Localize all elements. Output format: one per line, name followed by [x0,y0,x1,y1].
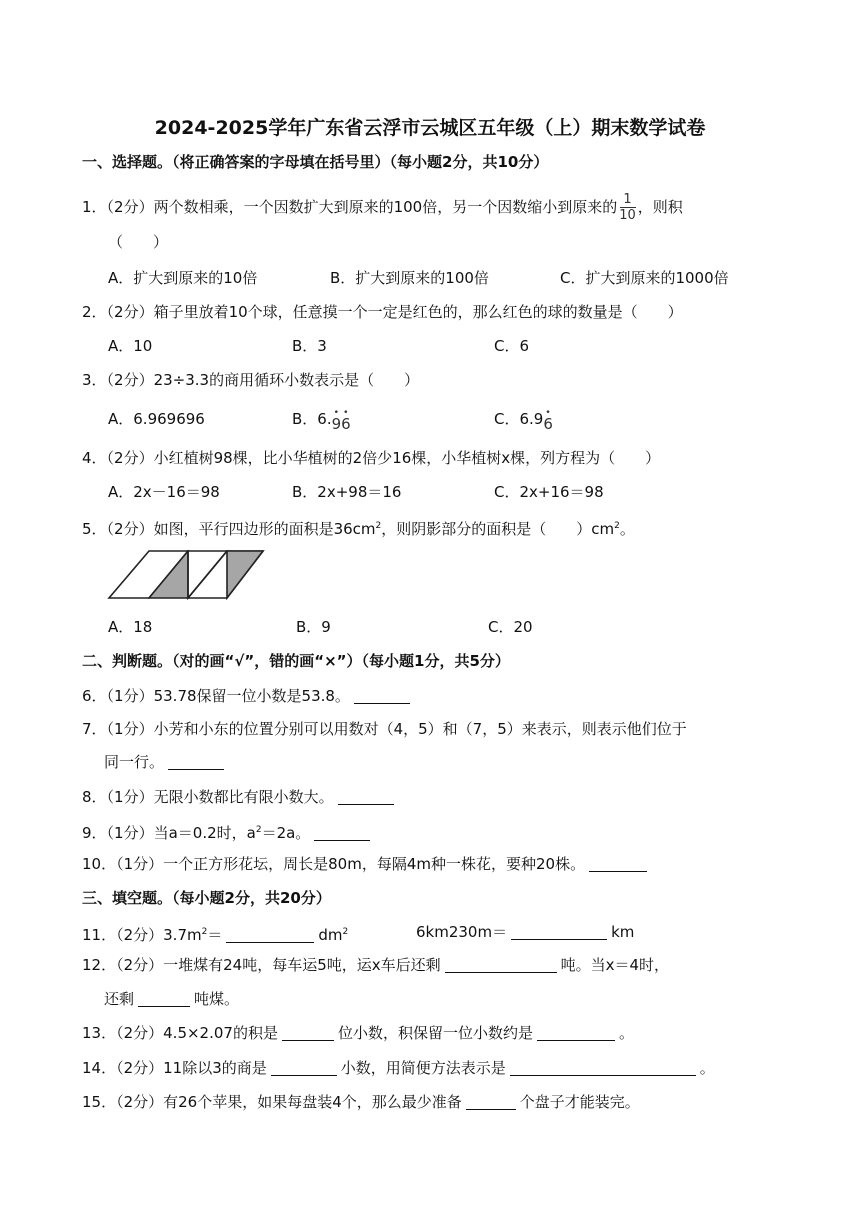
question-4: 4．（2分）小红植树98棵，比小华植树的2倍少16棵，小华植树x棵，列方程为（ ） [82,449,661,467]
q5-option-b: B．9 [296,618,331,636]
answer-blank[interactable] [168,753,224,770]
answer-blank[interactable] [510,1059,696,1076]
repeating-digit-6: • 6 [543,414,553,434]
question-8: 8．（1分）无限小数都比有限小数大。 [82,787,398,807]
answer-blank[interactable] [314,824,370,841]
answer-blank[interactable] [589,855,647,872]
q3-option-b: B．6.• 9• 6 [292,409,351,429]
q4-option-b: B．2x+98＝16 [292,483,402,501]
question-11: 11．（2分）$3.7m^2= dm^2$ [82,926,349,944]
question-7-cont: 同一行。 [104,752,228,772]
q2-option-c: C．6 [494,337,530,355]
answer-blank[interactable] [282,1024,334,1041]
question-7: 7．（1分）小芳和小东的位置分别可以用数对（4，5）和（7，5）来表示，则表示他们位于 [82,720,687,738]
q5-option-a: A．18 [108,618,153,636]
section-fill-heading: 三、填空题。（每小题2分，共20分） [82,889,331,907]
q1-option-b: B．扩大到原来的100倍 [330,269,489,287]
question-5: 5．（2分）如图，平行四边形的面积是$36cm^2$，则阴影部分的面积是（ ）$cm^2$。 [82,520,635,538]
section-judge-heading: 二、判断题。（对的画“√”，错的画“×”）（每小题1分，共5分） [82,652,510,670]
shaded-triangle-2 [227,551,263,598]
q2-option-b: B．3 [292,337,327,355]
question-12-cont: 还剩 吨煤。 [104,990,240,1008]
question-14: 14．（2分）11除以3的商是 小数，用简便方法表示是 。 [82,1059,715,1077]
answer-blank[interactable] [511,923,607,940]
q4-option-a: A．2x－16＝98 [108,483,220,501]
repeating-digit-6: • 6 [341,414,351,434]
question-12: 12．（2分）一堆煤有24吨，每车运5吨，运x车后还剩 吨。当x＝4时， [82,956,670,974]
q3-option-c: C．6.9• 6 [494,409,553,429]
answer-blank[interactable] [354,687,410,704]
question-13: 13．（2分）4.5×2.07的积是 位小数，积保留一位小数约是 。 [82,1024,634,1042]
shaded-triangle-1 [149,551,188,598]
question-10: 10．（1分）一个正方形花坛，周长是80m，每隔4m种一株花，要种20株。 [82,854,651,874]
answer-blank[interactable] [537,1024,615,1041]
section-choice-heading: 一、选择题。（将正确答案的字母填在括号里）（每小题2分，共10分） [82,153,549,171]
page-title: 2024-2025学年广东省云浮市云城区五年级（上）期末数学试卷 [154,117,706,139]
answer-blank[interactable] [445,956,557,973]
question-2: 2．（2分）箱子里放着10个球，任意摸一个一定是红色的，那么红色的球的数量是（ ） [82,303,683,321]
answer-blank[interactable] [226,926,314,943]
question-6: 6．（1分）53.78保留一位小数是53.8。 [82,686,414,706]
q1-option-a: A．扩大到原来的10倍 [108,269,258,287]
question-3: 3．（2分）23÷3.3的商用循环小数表示是（ ） [82,371,420,389]
answer-blank[interactable] [338,788,394,805]
question-1: 1．（2分）两个数相乘，一个因数扩大到原来的100倍，另一个因数缩小到原来的 $\frac{1}{10}$ ，则积 [82,192,683,223]
answer-blank[interactable] [271,1059,337,1076]
question-11-part-2: 6km230m＝ km [416,923,635,941]
answer-blank[interactable] [138,990,190,1007]
answer-blank[interactable] [466,1093,516,1110]
question-1-text: 1．（2分）两个数相乘，一个因数扩大到原来的100倍，另一个因数缩小到原来的 [82,198,618,216]
q2-option-a: A．10 [108,337,153,355]
repeating-digit-9: • 9 [332,414,342,434]
fraction-one-tenth: $\frac{1}{10}$ [619,192,636,223]
question-15: 15．（2分）有26个苹果，如果每盘装4个，那么最少准备 个盘子才能装完。 [82,1093,640,1111]
question-1-paren: （ ） [108,233,169,251]
q4-option-c: C．2x+16＝98 [494,483,604,501]
parallelogram-figure [105,550,265,600]
q1-option-c: C．扩大到原来的1000倍 [560,269,729,287]
q3-option-a: A．6.969696 [108,410,205,428]
question-9: 9．（1分）当a＝0.2时，$a^2=2a$。 [82,820,374,843]
q5-option-c: C．20 [488,618,533,636]
